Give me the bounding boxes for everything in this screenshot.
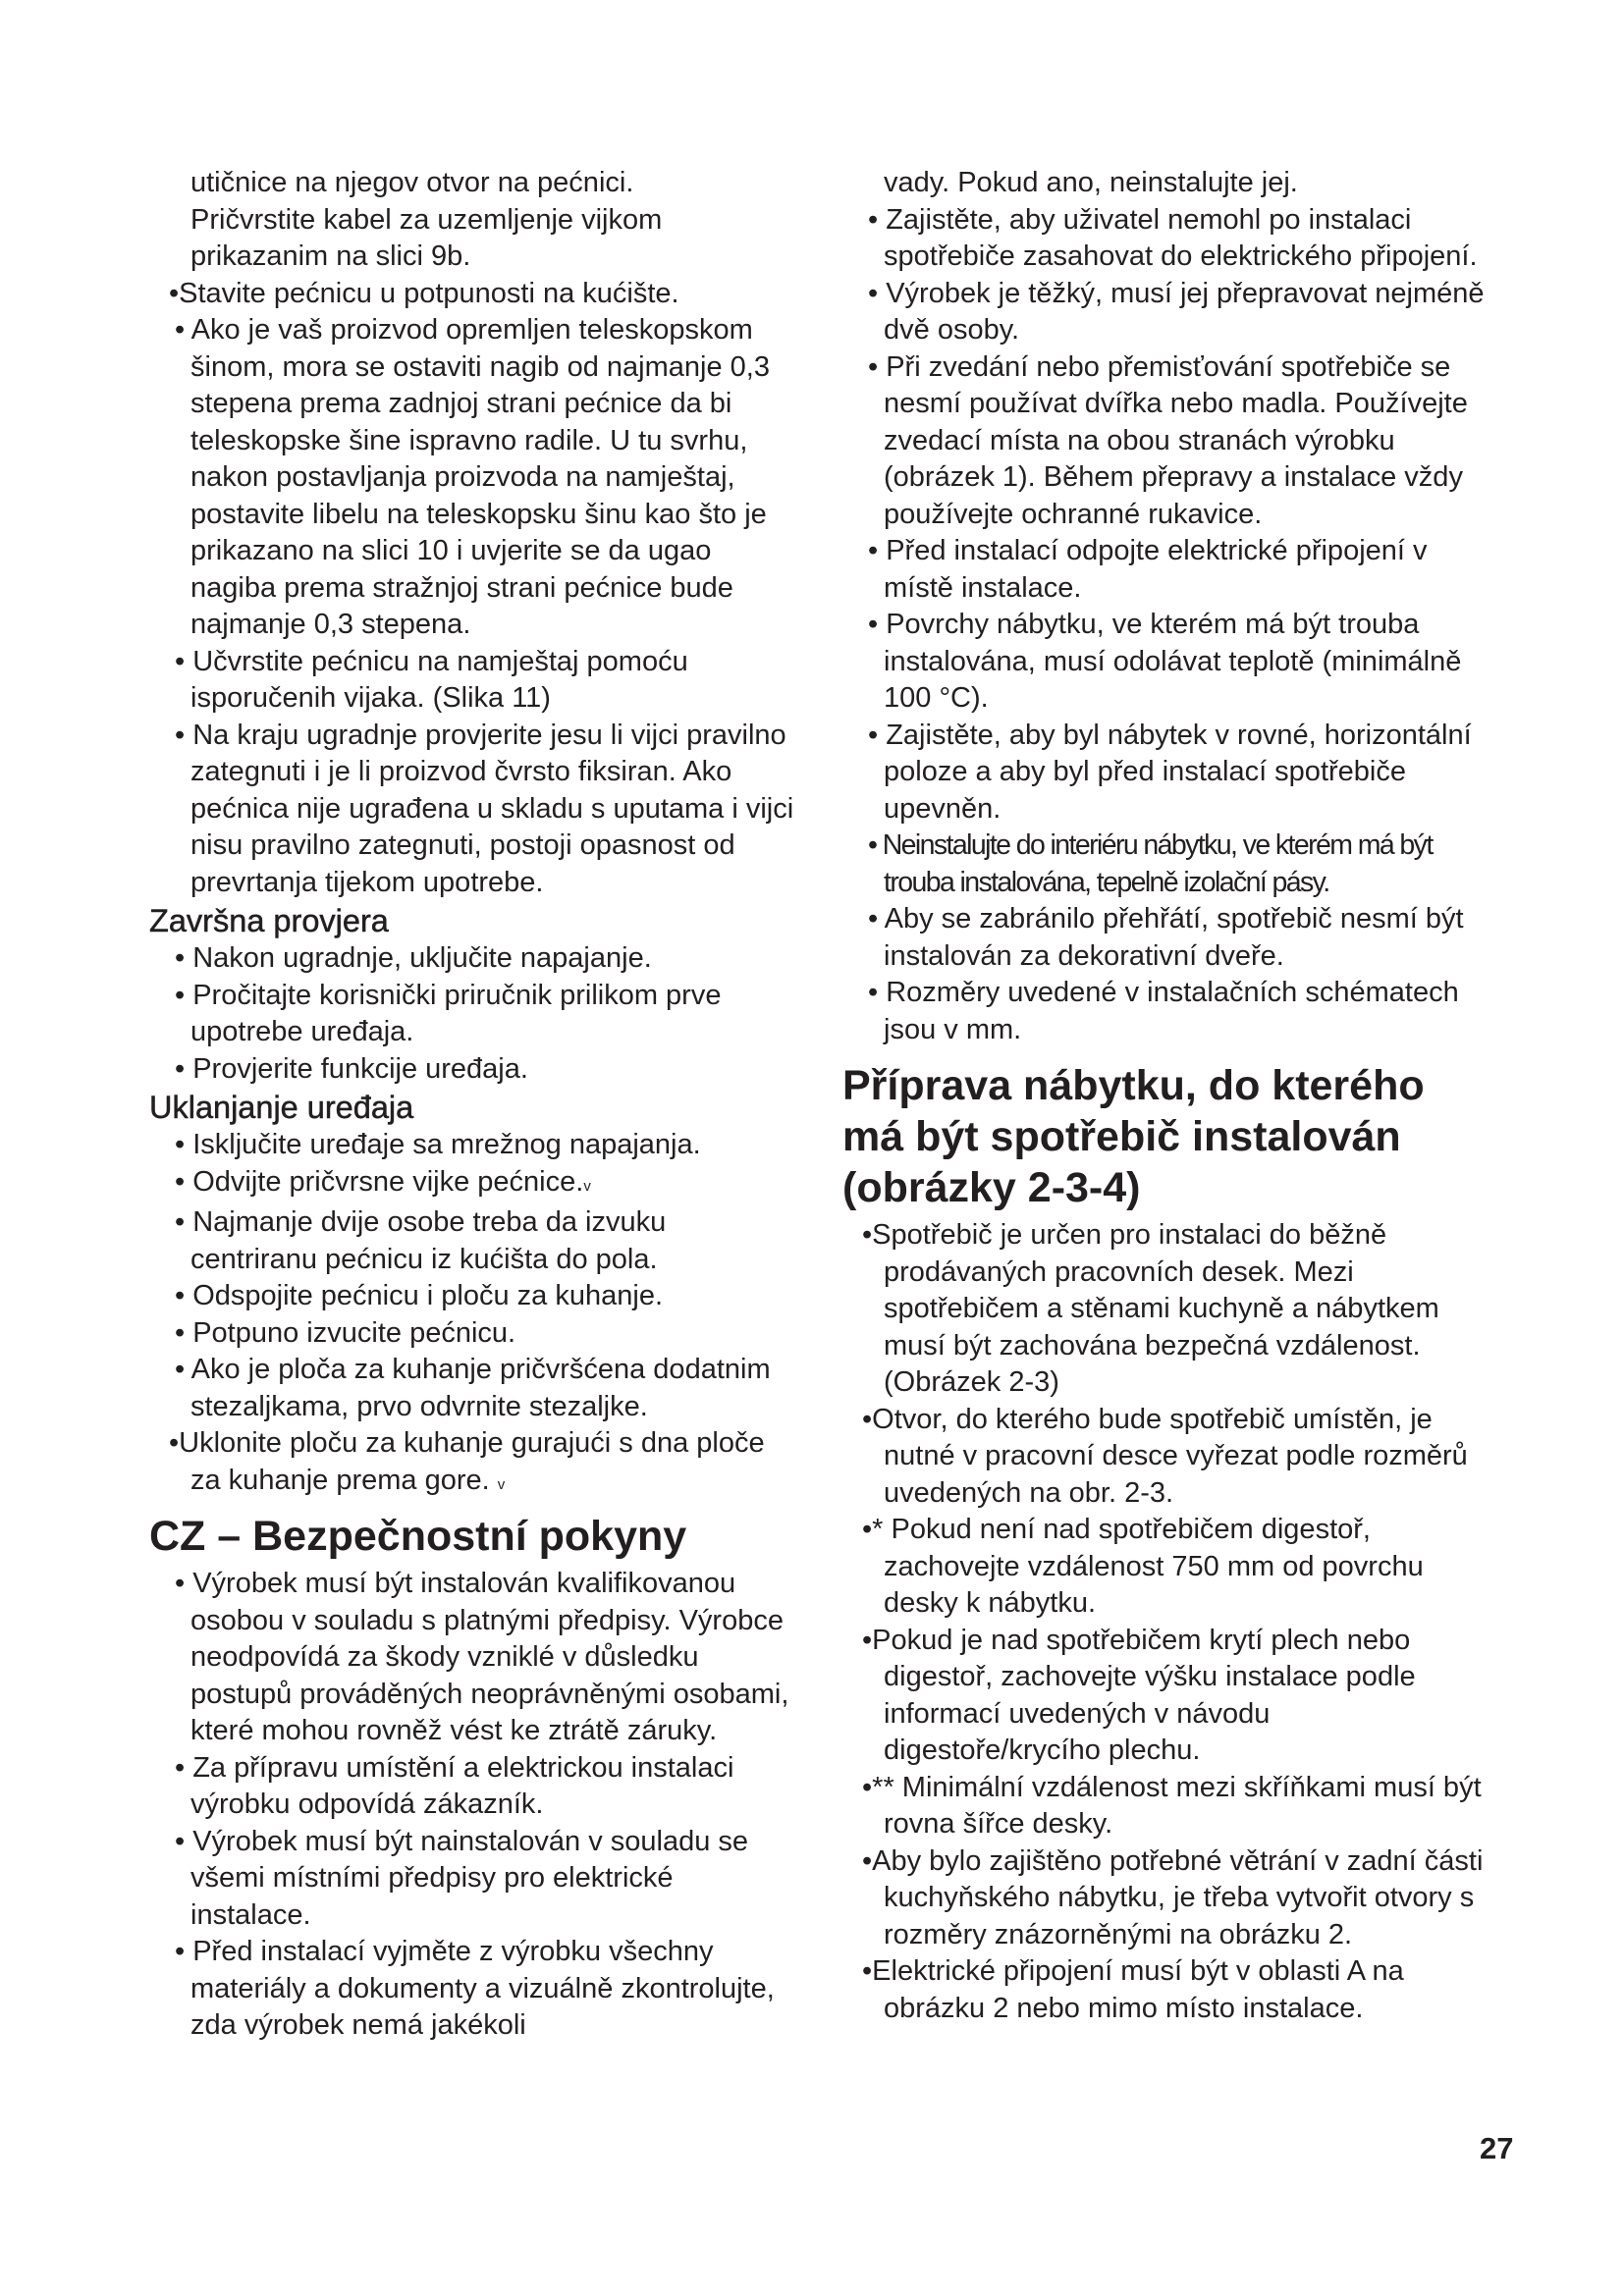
page-number: 27 bbox=[1480, 2131, 1514, 2165]
list-item: •Aby bylo zajištěno potřebné větrání v zadní části kuchyňského nábytku, je třeba vytvořit otvory s rozměry znázorněnými na obrázku 2. bbox=[862, 1844, 1484, 1950]
list-item: • Provjerite funkcije uređaja. bbox=[175, 1052, 528, 1085]
list-item-text: •Uklonite ploču za kuhanje gurajući s dna ploče za kuhanje prema gore. bbox=[169, 1427, 765, 1496]
list-item bbox=[149, 1164, 797, 1205]
list-item: •* Pokud není nad spotřebičem digestoř, zachovejte vzdálenost 750 mm od povrchu desky k nábytku. bbox=[862, 1514, 1424, 1619]
list-item: •Spotřebič je určen pro instalaci do běžně prodávaných pracovních desek. Mezi spotřebičem a stěnami kuchyně a nábytkem musí být zachována bezpečná vzdálenost. (Obrázek 2-3) bbox=[862, 1219, 1439, 1398]
list-item: • Výrobek musí být nainstalován v souladu se všemi místními předpisy pro elektrické instalace. bbox=[175, 1825, 749, 1931]
intro-line: prikazanim na slici 9b. bbox=[190, 240, 471, 272]
list-item: •Elektrické připojení musí být v oblasti A na obrázku 2 nebo mimo místo instalace. bbox=[862, 1955, 1404, 2024]
list-item: • Výrobek je těžký, musí jej přepravovat nejméně dvě osoby. bbox=[868, 277, 1485, 346]
list-item: • Rozměry uvedené v instalačních schématech jsou v mm. bbox=[868, 977, 1459, 1045]
list-item: • Zajistěte, aby byl nábytek v rovné, horizontální poloze a aby byl před instalací spotřebiče upevněn. bbox=[868, 719, 1472, 825]
small-v-mark: v bbox=[583, 1177, 591, 1195]
list-item: •Stavite pećnicu u potpunosti na kućište. bbox=[169, 277, 679, 309]
list-item: • Potpuno izvucite pećnicu. bbox=[175, 1316, 516, 1349]
list-item-text: • Odvijte pričvrsne vijke pećnice. bbox=[175, 1165, 584, 1198]
intro-line: vady. Pokud ano, neinstalujte jej. bbox=[884, 167, 1298, 198]
list-item: • Ako je vaš proizvod opremljen teleskopskom šinom, mora se ostaviti nagib od najmanje 0,3 stepena prema zadnjoj strani pećnice da bi teleskopske šine ispravno radile. U tu svrhu, nakon postavljanja proizvoda na namještaj, postavite libelu na teleskopsku šinu kao što je prikazano na slici 10 i uvjerite se da ugao nagiba prema stražnjoj strani pećnice bude najmanje 0,3 stepena. bbox=[175, 314, 770, 640]
list-item: • Aby se zabránilo přehřátí, spotřebič nesmí být instalován za dekorativní dveře. bbox=[868, 903, 1464, 972]
list-item: • Zajistěte, aby uživatel nemohl po instalaci spotřebiče zasahovat do elektrického připojení. bbox=[868, 203, 1478, 272]
right-column bbox=[842, 165, 1490, 2027]
list-item: • Před instalací vyjměte z výrobku všechny materiály a dokumenty a vizuálně zkontrolujte, zda výrobek nemá jakékoli bbox=[175, 1936, 775, 2041]
list-item: • Povrchy nábytku, ve kterém má být trouba instalována, musí odolávat teplotě (minimálně 100 °C). bbox=[868, 609, 1462, 714]
list-item: • Před instalací odpojte elektrické připojení v místě instalace. bbox=[868, 535, 1428, 604]
intro-line: utičnice na njegov otvor na pećnici. bbox=[190, 167, 634, 198]
list-item: • Pročitajte korisnički priručnik prilikom prve upotrebe uređaja. bbox=[175, 979, 722, 1047]
section-heading-furniture: Příprava nábytku, do kterého má být spotřebič instalován (obrázky 2-3-4) bbox=[842, 1062, 1425, 1211]
list-item: • Isključite uređaje sa mrežnog napajanja. bbox=[175, 1129, 701, 1160]
list-item: • Učvrstite pećnicu na namještaj pomoću isporučenih vijaka. (Slika 11) bbox=[175, 645, 688, 714]
list-item: • Neinstalujte do interiéru nábytku, ve kterém má být trouba instalována, tepelně izolační pásy. bbox=[868, 829, 1433, 898]
list-item: • Ako je ploča za kuhanje pričvršćena dodatnim stezaljkama, prvo odvrnite stezaljke. bbox=[175, 1354, 771, 1422]
list-item: • Nakon ugradnje, uključite napajanje. bbox=[175, 942, 652, 974]
list-item: •Pokud je nad spotřebičem krytí plech nebo digestoř, zachovejte výšku instalace podle informací uvedených v návodu digestoře/krycího plechu. bbox=[862, 1624, 1416, 1766]
list-item: • Na kraju ugradnje provjerite jesu li vijci pravilno zategnuti i je li proizvod čvrsto fiksiran. Ako pećnica nije ugrađena u skladu s uputama i vijci nisu pravilno zategnuti, postoji opasnost od prevrtanja tijekom upotrebe. bbox=[175, 719, 794, 898]
list-item: • Najmanje dvije osobe treba da izvuku centriranu pećnicu iz kućišta do pola. bbox=[175, 1206, 667, 1275]
section-heading-removal: Uklanjanje uređaja bbox=[149, 1090, 414, 1125]
list-item: • Výrobek musí být instalován kvalifikovanou osobou v souladu s platnými předpisy. Výrobce neodpovídá za škody vzniklé v důsledku postupů prováděných neoprávněnými osobami, které mohou rovněž vést ke ztrátě záruky. bbox=[175, 1568, 789, 1746]
section-heading-safety: CZ – Bezpečnostní pokyny bbox=[149, 1513, 687, 1560]
list-item: • Při zvedání nebo přemisťování spotřebiče se nesmí používat dvířka nebo madla. Používejte zvedací místa na obou stranách výrobku (obrázek 1). Během přepravy a instalace vždy používejte ochranné rukavice. bbox=[868, 350, 1468, 530]
list-item: • Za přípravu umístění a elektrickou instalaci výrobku odpovídá zákazník. bbox=[175, 1751, 734, 1820]
small-v-mark: v bbox=[497, 1475, 506, 1493]
list-item bbox=[149, 1425, 797, 1503]
list-item: • Odspojite pećnicu i ploču za kuhanje. bbox=[175, 1280, 664, 1311]
section-heading-final-check: Završna provjera bbox=[149, 903, 389, 938]
list-item: •** Minimální vzdálenost mezi skříňkami musí být rovna šířce desky. bbox=[862, 1771, 1482, 1840]
left-column bbox=[149, 165, 797, 2045]
intro-line: Pričvrstite kabel za uzemljenje vijkom bbox=[190, 203, 663, 236]
list-item: •Otvor, do kterého bude spotřebič umístěn, je nutné v pracovní desce vyřezat podle rozměrů uvedených na obr. 2-3. bbox=[862, 1403, 1468, 1509]
